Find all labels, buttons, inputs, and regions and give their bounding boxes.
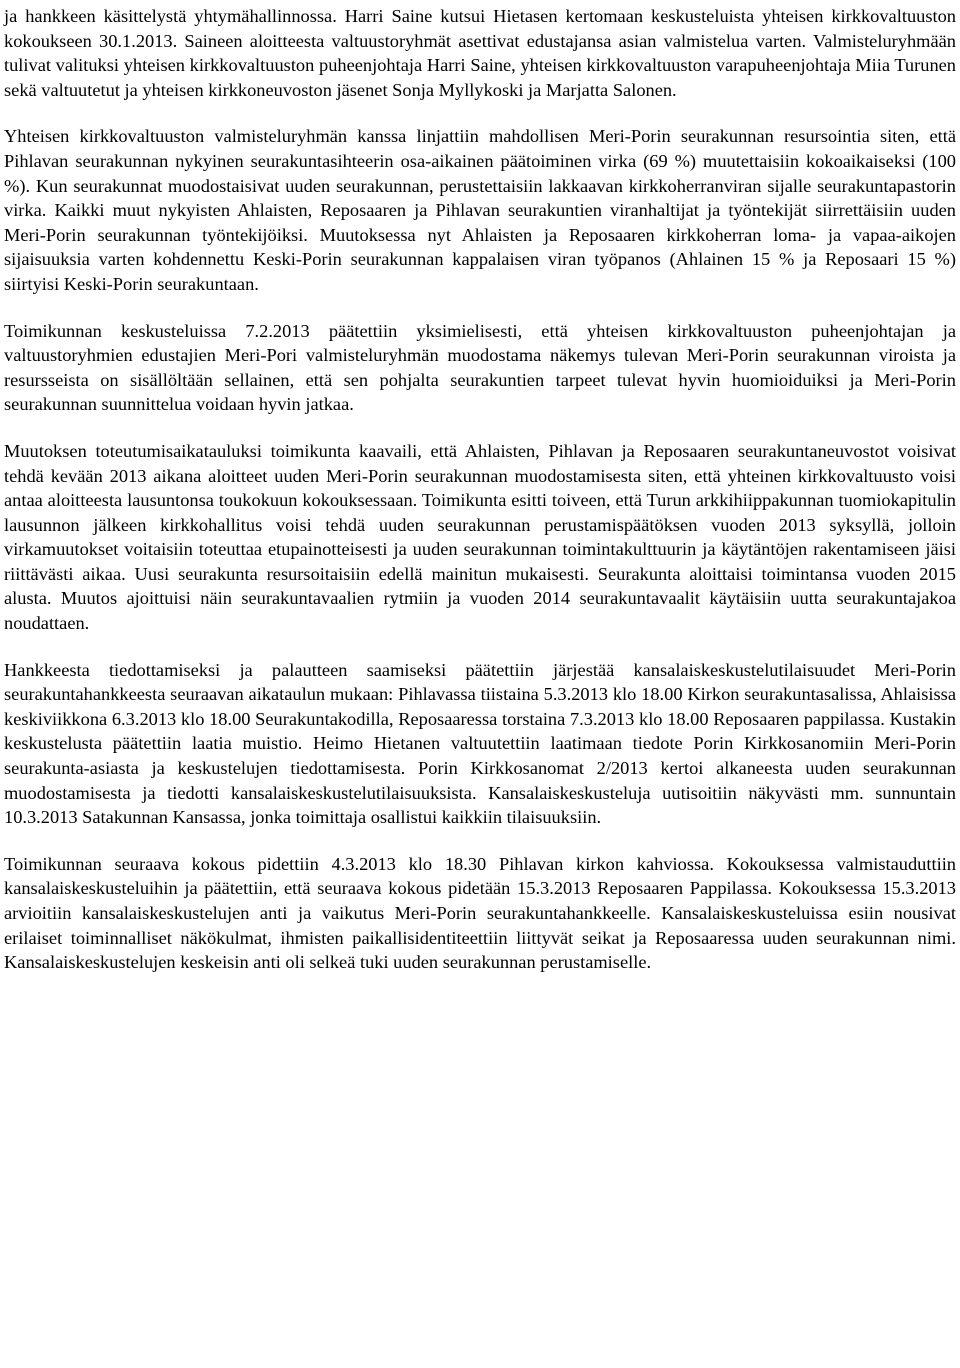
paragraph-4: Muutoksen toteutumisaikatauluksi toimikunta kaavaili, että Ahlaisten, Pihlavan ja Reposaaren seurakuntaneuvostot voisivat tehdä kevään 2013 aikana aloitteet uuden Meri-Porin seurakunnan muodostamisesta siten, että yhteinen kirkkovaltuusto voisi antaa aloitteesta lausuntonsa toukokuun kokouksessaan. Toimikunta esitti toiveen, että Turun arkkihiippakunnan tuomiokapitulin lausunnon jälkeen kirkkohallitus voisi tehdä uuden seurakunnan perustamispäätöksen vuoden 2013 syksyllä, jolloin virkamuutokset voitaisiin toteuttaa etupainotteisesti ja uuden seurakunnan toimintakulttuurin ja käytäntöjen rakentamiseen jäisi riittävästi aikaa. Uusi seurakunta resursoitaisiin edellä mainitun mukaisesti. Seurakunta aloittaisi toimintansa vuoden 2015 alusta. Muutos ajoittuisi näin seurakuntavaalien rytmiin ja vuoden 2014 seurakuntavaalit käytäisiin uutta seurakuntajakoa noudattaen. [4,440,956,634]
paragraph-6: Toimikunnan seuraava kokous pidettiin 4.3.2013 klo 18.30 Pihlavan kirkon kahviossa. Kokouksessa valmistauduttiin kansalaiskeskusteluihin ja päätettiin, että seuraava kokous pidetään 15.3.2013 Reposaaren Pappilassa. Kokouksessa 15.3.2013 arvioitiin kansalaiskeskustelujen anti ja vaikutus Meri-Porin seurakuntahankkeelle. Kansalaiskeskusteluissa esiin nousivat erilaiset toiminnalliset näkökulmat, ihmisten paikallisidentiteettiin liittyvät seikat ja Reposaaressa uuden seurakunnan nimi. Kansalaiskeskustelujen keskeisin anti oli selkeä tuki uuden seurakunnan perustamiselle. [4,853,956,973]
paragraph-5: Hankkeesta tiedottamiseksi ja palautteen saamiseksi päätettiin järjestää kansalaiskeskustelutilaisuudet Meri-Porin seurakuntahankkeesta seuraavan aikataulun mukaan: Pihlavassa tiistaina 5.3.2013 klo 18.00 Kirkon seurakuntasalissa, Ahlaisissa keskiviikkona 6.3.2013 klo 18.00 Seurakuntakodilla, Reposaaressa torstaina 7.3.2013 klo 18.00 Reposaaren pappilassa. Kustakin keskustelusta päätettiin laatia muistio. Heimo Hietanen valtuutettiin laatimaan tiedote Porin Kirkkosanomiin Meri-Porin seurakunta-asiasta ja keskustelujen tiedottamisesta. Porin Kirkkosanomat 2/2013 kertoi alkaneesta uuden seurakunnan muodostamisesta ja tiedotti kansalaiskeskustelutilaisuuksista. Kansalaiskeskusteluja uutisoitiin näkyvästi mm. sunnuntain 10.3.2013 Satakunnan Kansassa, jonka toimittaja osallistui kaikkiin tilaisuuksiin. [4,659,956,828]
paragraph-1: ja hankkeen käsittelystä yhtymähallinnossa. Harri Saine kutsui Hietasen kertomaan keskusteluista yhteisen kirkkovaltuuston kokoukseen 30.1.2013. Saineen aloitteesta valtuustoryhmät asettivat edustajansa asian valmistelua varten. Valmisteluryhmään tulivat valituksi yhteisen kirkkovaltuuston puheenjohtaja Harri Saine, yhteisen kirkkovaltuuston varapuheenjohtaja Miia Turunen sekä valtuutetut ja yhteisen kirkkoneuvoston jäsenet Sonja Myllykoski ja Marjatta Salonen. [4,6,956,100]
paragraph-2: Yhteisen kirkkovaltuuston valmisteluryhmän kanssa linjattiin mahdollisen Meri-Porin seurakunnan resursointia siten, että Pihlavan seurakunnan nykyinen seurakuntasihteerin osa-aikainen päätoiminen virka (69 %) muutettaisiin kokoaikaiseksi (100 %). Kun seurakunnat muodostaisivat uuden seurakunnan, perustettaisiin lakkaavan kirkkoherranviran sijalle seurakuntapastorin virka. Kaikki muut nykyisten Ahlaisten, Reposaaren ja Pihlavan seurakuntien viranhaltijat ja työntekijät siirrettäisiin uuden Meri-Porin seurakunnan työntekijöiksi. Muutoksessa nyt Ahlaisten ja Reposaaren kirkkoherran loma- ja vapaa-aikojen sijaisuuksia varten kohdennettu Keski-Porin seurakunnan kappalaisen viran työpanos (Ahlainen 15 % ja Reposaari 15 %) siirtyisi Keski-Porin seurakuntaan. [4,126,956,294]
paragraph-3: Toimikunnan keskusteluissa 7.2.2013 päätettiin yksimielisesti, että yhteisen kirkkovaltuuston puheenjohtajan ja valtuustoryhmien edustajien Meri-Pori valmisteluryhmän muodostama näkemys tulevan Meri-Porin seurakunnan viroista ja resursseista on sisällöltään sellainen, että sen pohjalta seurakuntien tarpeet tulevat hyvin huomioiduiksi ja Meri-Porin seurakunnan suunnittelua voidaan hyvin jatkaa. [4,320,956,415]
